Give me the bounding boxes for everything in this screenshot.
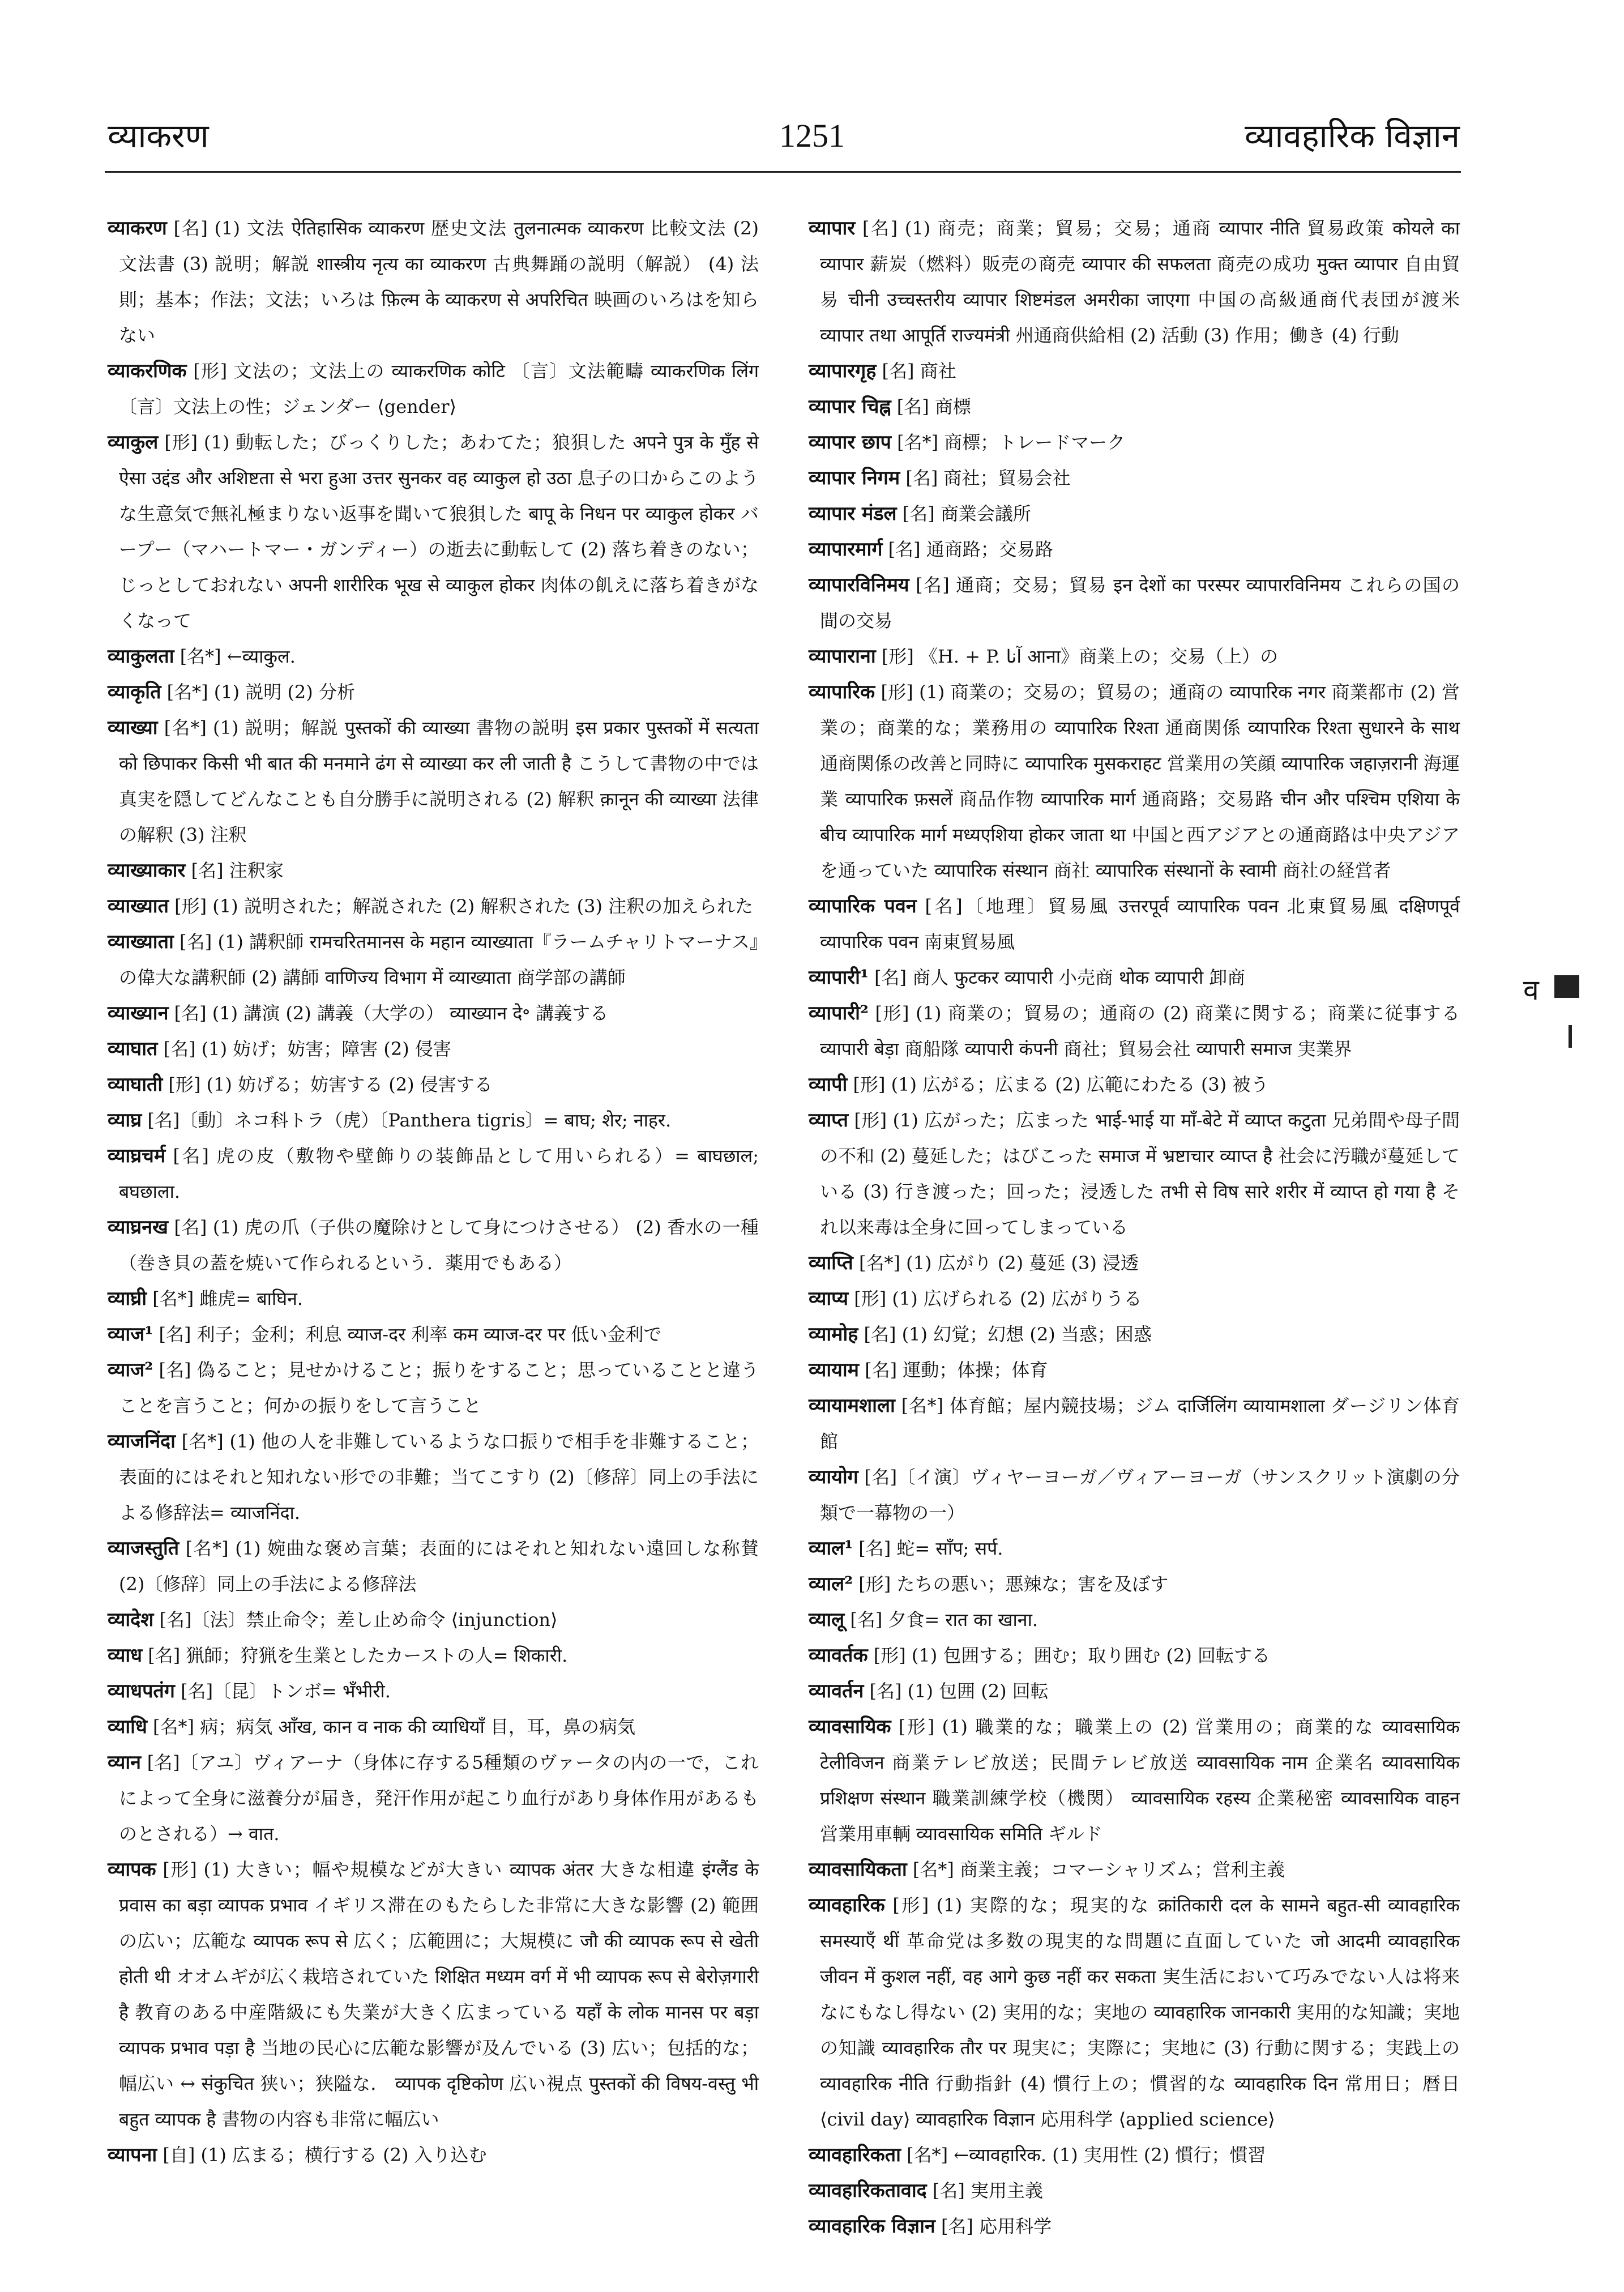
headword: व्याध (108, 1644, 143, 1667)
definition: [名] 通商；交易；貿易 इन देशों का परस्पर व्यापारविनिमय これらの国の間の交易 (820, 574, 1460, 631)
dictionary-entry (809, 1888, 1460, 2137)
definition: [名] 注釈家 (191, 860, 284, 881)
dictionary-entry (108, 1709, 759, 1745)
dictionary-entry (108, 639, 759, 675)
definition: [形] (1) 広がった；広まった भाई-भाई या माँ-बेटे में व्याप्त कटुता 兄弟間や母子間の不和 (2) 蔓延した；はびこった समाज में भ्रष्टाचार व्याप्त है 社会に汚職が蔓延している (3) 行き渡った；回った；浸透した तभी से विष सारे शरीर में व्याप्त हो गया है それ以来毒は全身に回ってしまっている (820, 1109, 1460, 1238)
dictionary-entry (108, 1602, 759, 1638)
headword: व्यापार निगम (809, 467, 900, 489)
headword: व्याख्याता (108, 931, 174, 953)
headword: व्यापाराना (809, 645, 876, 668)
dictionary-entry (108, 1281, 759, 1317)
definition: [名] 実用主義 (932, 2180, 1044, 2201)
headword: व्याकरणिक (108, 360, 187, 382)
headword: व्यापारिक (809, 681, 875, 703)
dictionary-entry (108, 1138, 759, 1210)
dictionary-entry (809, 1388, 1460, 1459)
definition: [名]〔動〕ネコ科トラ（虎）〔Panthera tigris〕= बाघ; शेर; नाहर. (147, 1109, 672, 1131)
dictionary-entry (108, 1424, 759, 1531)
headword: व्यावसायिक (809, 1715, 891, 1738)
headword: व्यायामशाला (809, 1394, 895, 1417)
headword: व्यादेश (108, 1608, 154, 1631)
definition: [名] (1) 包囲 (2) 回転 (869, 1680, 1049, 1702)
thumb-index-marker (1554, 975, 1579, 998)
dictionary-entry (108, 924, 759, 996)
left-column (108, 211, 759, 2173)
headword: व्यापारी¹ (809, 966, 869, 989)
headword: व्यापारविनिमय (809, 574, 909, 596)
definition: [自] (1) 広まる；横行する (2) 入り込む (163, 2144, 487, 2166)
definition: [名] 運動；体操；体育 (865, 1359, 1048, 1381)
headword: व्याघाती (108, 1073, 163, 1096)
headword: व्याकरण (108, 217, 167, 240)
headword: व्याज¹ (108, 1323, 153, 1346)
definition: [名] 蛇= साँप; सर्प. (858, 1538, 1003, 1559)
headword: व्याख्याकार (108, 859, 186, 882)
dictionary-entry (809, 2137, 1460, 2173)
definition: [名*] 商業主義；コマーシャリズム；営利主義 (912, 1859, 1285, 1880)
definition: [名*] (1) 説明；解説 पुस्तकों की व्याख्या 書物の説明 इस प्रकार पुस्तकों में सत्यता को छिपाकर किसी भी बात की मनमाने ढंग से व्याख्या कर ली जाती है こうして書物の中では真実を隠してどんなことも自分勝手に説明される (2) 解釈 क़ानून की व्याख्या 法律の解釈 (3) 注釈 (119, 717, 759, 846)
dictionary-entry (108, 1031, 759, 1067)
dictionary-entry (108, 353, 759, 425)
definition: [名*] 体育館；屋内競技場；ジム दार्जिलिंग व्यायामशाला ダージリン体育館 (820, 1395, 1460, 1452)
page-number: 1251 (779, 117, 845, 154)
dictionary-entry (108, 889, 759, 924)
definition: [名*] (1) 広がり (2) 蔓延 (3) 浸透 (858, 1252, 1139, 1274)
headword: व्याप्ति (809, 1252, 853, 1274)
dictionary-entry (809, 425, 1460, 460)
dictionary-entry (809, 1245, 1460, 1281)
headword: व्याकृति (108, 681, 161, 703)
dictionary-entry (809, 567, 1460, 639)
definition: [形] (1) 妨げる；妨害する (2) 侵害する (168, 1074, 493, 1095)
dictionary-entry (809, 1067, 1460, 1103)
headword: व्याजनिंदा (108, 1430, 176, 1453)
headword: व्याप्य (809, 1287, 849, 1310)
headword: व्याजस्तुति (108, 1537, 180, 1560)
definition: [名] 商社 (882, 360, 956, 382)
headword: व्यालू (809, 1608, 845, 1631)
dictionary-entry (108, 1352, 759, 1424)
definition: [形] (1) 動転した；びっくりした；あわてた；狼狽した अपने पुत्र के मुँह से ऐसा उद्दंड और अशिष्टता से भरा हुआ उत्तर सुनकर वह व्याकुल हो उठा 息子の口からこのような生意気で無礼極まりない返事を聞いて狼狽した बापू के निधन पर व्याकुल होकर バープー（マハートマー・ガンディー）の逝去に動転して (2) 落ち着きのない；じっとしておれない अपनी शारीरिक भूख से व्याकुल होकर 肉体の飢えに落ち着きがなくなって (119, 432, 759, 631)
headword: व्यापार छाप (809, 431, 891, 454)
dictionary-entry (108, 1067, 759, 1103)
dictionary-entry (809, 1352, 1460, 1388)
definition: [名] (1) 講釈師 रामचरितमानस के महान व्याख्याता『ラームチャリトマーナス』の偉大な講釈師 (2) 講師 वाणिज्य विभाग में व्याख्याता 商学部の講師 (119, 931, 759, 988)
headword: व्यापार मंडल (809, 502, 897, 525)
definition: [名]〔法〕禁止命令；差し止め命令 ⟨injunction⟩ (159, 1609, 558, 1631)
definition: [形] 《H. + P. آنا आना》商業上の；交易（上）の (881, 646, 1279, 667)
dictionary-entry (108, 2137, 759, 2173)
definition: [名*] 商標；トレードマーク (897, 432, 1126, 453)
headword: व्याघ्री (108, 1287, 147, 1310)
dictionary-entry (108, 425, 759, 639)
definition: [形] (1) 大きい；幅や規模などが大きい व्यापक अंतर 大きな相違 इंग्लैंड के प्रवास का बड़ा व्यापक प्रभाव イギリス滞在のもたらした非常に大きな影響 (2) 範囲の広い；広範な व्यापक रूप से 広く；広範囲に；大規模に जौ की व्यापक रूप से खेती होती थी オオムギが広く栽培されていた शिक्षित मध्यम वर्ग में भी व्यापक रूप से बेरोज़गारी है 教育のある中産階級にも失業が大きく広まっている यहाँ के लोक मानस पर बड़ा व्यापक प्रभाव पड़ा है 当地の民心に広範な影響が及んでいる (3) 広い；包括的な；幅広い ↔ संकुचित 狭い；狭隘な． व्यापक दृष्टिकोण 広い視点 पुस्तकों की विषय-वस्तु भी बहुत व्यापक है 書物の内容も非常に幅広い (119, 1859, 759, 2130)
running-head-left: व्याकरण (108, 117, 209, 155)
dictionary-entry (108, 1210, 759, 1281)
definition: [名] 虎の皮（敷物や壁飾りの装飾品として用いられる）= बाघछाल; बघछाला. (119, 1145, 759, 1202)
definition: [名*] ←व्यावहारिक. (1) 実用性 (2) 慣行；慣習 (907, 2144, 1266, 2166)
headword: व्यावहारिकतावाद (809, 2179, 927, 2202)
definition: [名] 商人 फुटकर व्यापारी 小売商 थोक व्यापारी 卸商 (874, 967, 1246, 988)
dictionary-entry (809, 532, 1460, 567)
dictionary-entry (809, 639, 1460, 675)
headword: व्याकुलता (108, 645, 174, 668)
definition: [名]〔地理〕貿易風 उत्तरपूर्व व्यापारिक पवन 北東貿易風 दक्षिणपूर्व व्यापारिक पवन 南東貿易風 (820, 895, 1460, 953)
headword: व्यावहारिक विज्ञान (809, 2215, 935, 2238)
dictionary-entry (809, 1709, 1460, 1852)
definition: [名] (1) 幻覚；幻想 (2) 当惑；困惑 (864, 1324, 1152, 1345)
headword: व्यावहारिकता (809, 2144, 901, 2166)
running-head-right: व्यावहारिक विज्ञान (1245, 117, 1460, 155)
headword: व्यापार चिह्न (809, 395, 891, 418)
dictionary-entry (809, 675, 1460, 889)
headword: व्याप्त (809, 1109, 849, 1132)
definition: [形] (1) 広がる；広まる (2) 広範にわたる (3) 被う (853, 1074, 1269, 1095)
definition: [名] 夕食= रात का खाना. (850, 1609, 1038, 1631)
dictionary-entry (809, 1567, 1460, 1602)
definition: [名] (1) 講演 (2) 講義（大学の） व्याख्यान दे॰ 講義する (174, 1002, 609, 1024)
headword: व्याघात (108, 1038, 158, 1060)
headword: व्यावसायिकता (809, 1858, 907, 1881)
definition: [形] (1) 説明された；解説された (2) 解釈された (3) 注釈の加えられた (174, 895, 754, 917)
dictionary-entry (809, 1602, 1460, 1638)
definition: [形] 文法の；文法上の व्याकरणिक कोटि 〔言〕文法範疇 व्याकरणिक लिंग 〔言〕文法上の性；ジェンダー ⟨gender⟩ (119, 360, 759, 417)
dictionary-entry (809, 211, 1460, 353)
headword: व्याख्यान (108, 1002, 169, 1025)
headword: व्याल² (809, 1573, 853, 1595)
definition: [形] たちの悪い；悪辣な；害を及ぼす (858, 1573, 1169, 1595)
definition: [名]〔イ演〕ヴィヤーヨーガ／ヴィアーヨーガ（サンスクリット演劇の分類で一幕物の一） (820, 1466, 1460, 1523)
dictionary-entry (108, 853, 759, 889)
dictionary-entry (108, 675, 759, 710)
dictionary-entry (809, 1531, 1460, 1567)
definition: [名] 偽ること；見せかけること；振りをすること；思っていることと違うことを言うこと；何かの振りをして言うこと (119, 1359, 759, 1416)
headword: व्याघ्रचर्म (108, 1145, 166, 1167)
definition: [形] (1) 職業的な；職業上の (2) 営業用の；商業的な व्यावसायिक टेलीविजन 商業テレビ放送；民間テレビ放送 व्यावसायिक नाम 企業名 व्यावसायिक प्रशिक्षण संस्थान 職業訓練学校（機関） व्यावसायिक रहस्य 企業秘密 व्यावसायिक वाहन 営業用車輌 व्यावसायिक समिति ギルド (820, 1716, 1460, 1845)
dictionary-entry (108, 211, 759, 353)
headword: व्याघ्रनख (108, 1216, 168, 1239)
definition: [名*] (1) 婉曲な褒め言葉；表面的にはそれと知れない遠回しな称賛 (2)〔修辞〕同上の手法による修辞法 (119, 1538, 759, 1595)
definition: [名] 商業会議所 (902, 503, 1031, 524)
dictionary-entry (809, 1852, 1460, 1888)
headword: व्याधपतंग (108, 1680, 175, 1702)
dictionary-entry (108, 1317, 759, 1352)
dictionary-entry (108, 1638, 759, 1674)
dictionary-entry (809, 2173, 1460, 2209)
dictionary-entry (809, 353, 1460, 389)
dictionary-entry (809, 889, 1460, 960)
definition: [名] 応用科学 (941, 2216, 1052, 2237)
dictionary-entry (809, 1317, 1460, 1352)
definition: [名*] (1) 他の人を非難しているような口振りで相手を非難すること；表面的にはそれと知れない形での非難；当てこすり (2)〔修辞〕同上の手法による修辞法= व्याजनिंदा. (119, 1431, 759, 1523)
dictionary-entry (809, 1459, 1460, 1531)
dictionary-entry (809, 1103, 1460, 1245)
dictionary-entry (809, 1674, 1460, 1709)
dictionary-entry (108, 1745, 759, 1852)
definition: [名] 通商路；交易路 (888, 539, 1053, 560)
dictionary-entry (809, 1281, 1460, 1317)
headword: व्यापार (809, 217, 856, 240)
definition: [名] 猟師；狩猟を生業としたカーストの人= शिकारी. (148, 1645, 568, 1666)
headword: व्यामोह (809, 1323, 858, 1346)
dictionary-entry (809, 389, 1460, 425)
definition: [名*] 病；病気 आँख, कान व नाक की व्याधियाँ 目，耳，鼻の病気 (153, 1716, 635, 1738)
dictionary-entry (108, 1852, 759, 2137)
definition: [名] (1) 虎の爪（子供の魔除けとして身につけさせる） (2) 香水の一種（巻き貝の蓋を焼いて作られるという．薬用でもある） (119, 1217, 759, 1274)
definition: [形] (1) 実際的な；現実的な क्रांतिकारी दल के सामने बहुत-सी व्यावहारिक समस्याएँ थीं 革命党は多数の現実的な問題に直面していた जो आदमी व्यावहारिक जीवन में कुशल नहीं, वह आगे कुछ नहीं कर सकता 実生活において巧みでない人は将来なにもなし得ない (2) 実用的な；実地の व्यावहारिक जानकारी 実用的な知識；実地の知識 व्यावहारिक तौर पर 現実に；実際に；実地に (3) 行動に関する；実践上の व्यावहारिक नीति 行動指針 (4) 慣行上の；慣習的な व्यावहारिक दिन 常用日；暦日 ⟨civil day⟩ व्यावहारिक विज्ञान 応用科学 ⟨applied science⟩ (820, 1894, 1460, 2130)
dictionary-entry (809, 496, 1460, 532)
right-column (809, 211, 1460, 2244)
dictionary-entry (108, 1674, 759, 1709)
headword: व्यावहारिक (809, 1894, 885, 1917)
headword: व्यापारी² (809, 1002, 869, 1025)
headword: व्यायोग (809, 1466, 858, 1488)
headword: व्याख्यात (108, 895, 169, 917)
headword: व्याकुल (108, 431, 159, 454)
dictionary-entry (809, 2209, 1460, 2244)
dictionary-entry (108, 710, 759, 853)
definition: [名*] ←व्याकुल. (180, 646, 296, 667)
dictionary-entry (809, 1638, 1460, 1674)
definition: [名]〔昆〕トンボ= भँभीरी. (181, 1680, 391, 1702)
headword: व्यावर्तन (809, 1680, 864, 1702)
margin-mark (1569, 1025, 1572, 1048)
definition: [名]〔アユ〕ヴィアーナ（身体に存する5種類のヴァータの内の一で，これによって全身に滋養分が届き，発汗作用が起こり血行があり身体作用があるものとされる）→ वात. (119, 1752, 759, 1845)
dictionary-entry (108, 996, 759, 1031)
headword: व्याधि (108, 1715, 147, 1738)
definition: [形] (1) 広げられる (2) 広がりうる (854, 1288, 1142, 1309)
dictionary-entry (108, 1531, 759, 1602)
dictionary-entry (809, 960, 1460, 996)
definition: [名] 商社；貿易会社 (905, 467, 1071, 489)
headword: व्यापना (108, 2144, 157, 2166)
dictionary-entry (809, 996, 1460, 1067)
definition: [名] (1) 商売；商業；貿易；交易；通商 व्यापार नीति 貿易政策 कोयले का व्यापार 薪炭（燃料）販売の商売 व्यापार की सफलता 商売の成功 मुक्त व्यापार 自由貿易 चीनी उच्चस्तरीय व्यापार शिष्टमंडल अमरीका जाएगा 中国の高級通商代表団が渡米 व्यापार तथा आपूर्ति राज्यमंत्री 州通商供給相 (2) 活動 (3) 作用；働き (4) 行動 (820, 217, 1460, 346)
headword: व्यावर्तक (809, 1644, 868, 1667)
dictionary-entry (809, 460, 1460, 496)
headword: व्यापारिक पवन (809, 895, 917, 917)
headword: व्याज² (108, 1359, 153, 1381)
headword: व्याख्या (108, 716, 158, 739)
headword: व्यापक (108, 1858, 156, 1881)
headword: व्याघ्र (108, 1109, 142, 1132)
header-rule (105, 171, 1461, 173)
definition: [名] (1) 妨げ；妨害；障害 (2) 侵害 (163, 1038, 451, 1060)
headword: व्यायाम (809, 1359, 860, 1381)
definition: [形] (1) 包囲する；囲む；取り囲む (2) 回転する (873, 1645, 1271, 1666)
definition: [形] (1) 商業の；交易の；貿易の；通商の व्यापारिक नगर 商業都市 (2) 営業の；商業的な；業務用の व्यापारिक रिश्ता 通商関係 व्यापारिक रिश्ता सुधारने के साथ 通商関係の改善と同時に व्यापारिक मुसकराहट 営業用の笑顔 व्यापारिक जहाज़रानी 海運業 व्यापारिक फ़सलें 商品作物 व्यापारिक मार्ग 通商路；交易路 चीन और पश्चिम एशिया के बीच व्यापारिक मार्ग मध्यएशिया होकर जाता था 中国と西アジアとの通商路は中央アジアを通っていた व्यापारिक संस्थान 商社 व्यापारिक संस्थानों के स्वामी 商社の経営者 (820, 681, 1460, 881)
thumb-index-letter: व (1523, 974, 1539, 1006)
definition: [名] (1) 文法 ऐतिहासिक व्याकरण 歴史文法 तुलनात्मक व्याकरण 比較文法 (2) 文法書 (3) 説明；解説 शास्त्रीय नृत्य का व्याकरण 古典舞踊の説明（解説） (4) 法則；基本；作法；文法；いろは फ़िल्म के व्याकरण से अपरिचित 映画のいろはを知らない (119, 217, 759, 346)
headword: व्याल¹ (809, 1537, 853, 1560)
headword: व्यान (108, 1751, 142, 1774)
definition: [名] 商標 (896, 396, 971, 417)
definition: [名*] 雌虎= बाघिन. (152, 1288, 304, 1309)
headword: व्यापारमार्ग (809, 538, 883, 561)
headword: व्यापी (809, 1073, 848, 1096)
definition: [形] (1) 商業の；貿易の；通商の (2) 商業に関する；商業に従事する व्यापारी बेड़ा 商船隊 व्यापारी कंपनी 商社；貿易会社 व्यापारी समाज 実業界 (820, 1002, 1460, 1060)
definition: [名*] (1) 説明 (2) 分析 (166, 681, 355, 703)
definition: [名] 利子；金利；利息 व्याज-दर 利率 कम व्याज-दर पर 低い金利で (159, 1324, 662, 1345)
dictionary-entry (108, 1103, 759, 1138)
headword: व्यापारगृह (809, 360, 877, 382)
